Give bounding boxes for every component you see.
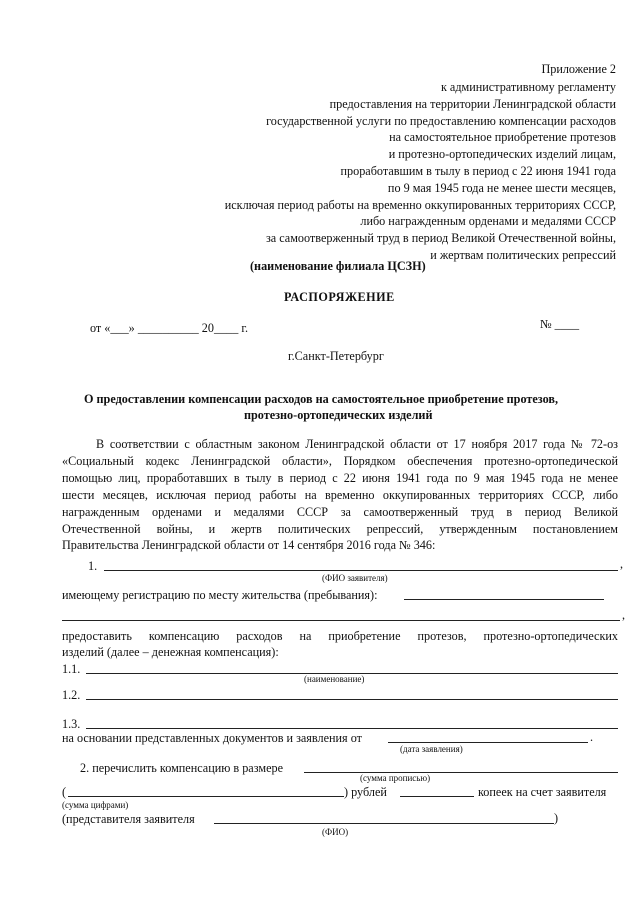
address-line[interactable] bbox=[62, 620, 620, 621]
sum-digits-caption: (сумма цифрами) bbox=[62, 800, 129, 810]
fio-caption: (ФИО) bbox=[322, 827, 349, 837]
name-caption: (наименование) bbox=[304, 674, 365, 684]
fio-applicant-caption: (ФИО заявителя) bbox=[322, 573, 388, 583]
sum-words-line[interactable] bbox=[304, 772, 618, 773]
appendix-line: предоставления на территории Ленинградской области bbox=[329, 96, 616, 111]
close-paren: ) bbox=[554, 811, 559, 825]
representative-label: (представителя заявителя bbox=[62, 812, 195, 826]
item2-text: 2. перечислить компенсацию в размере bbox=[80, 761, 283, 775]
comma-2: , bbox=[622, 608, 626, 622]
appendix-line: проработавшим в тылу в период с 22 июня 1941 года bbox=[340, 164, 616, 178]
subject-line-1: О предоставлении компенсации расходов на самостоятельное приобретение протезов, bbox=[84, 392, 559, 406]
appendix-line: и протезно-ортопедических изделий лицам, bbox=[388, 147, 616, 162]
preamble-line: «Социальный кодекс Ленинградской области», Порядком обеспечения протезно-ортопедической bbox=[62, 453, 618, 468]
preamble-line: В соответствии с областным законом Ленинградской области от 17 ноября 2017 года № 72-оз bbox=[96, 437, 618, 451]
appendix-line: по 9 мая 1945 года не менее шести месяцев, bbox=[387, 180, 616, 195]
provide-line-1: предоставить компенсацию расходов на приобретение протезов, протезно-ортопедических bbox=[62, 629, 618, 643]
appendix-line: исключая период работы на временно оккупированных территориях СССР, bbox=[224, 197, 616, 212]
preamble-line: Отечественной войны, и жертв политических репрессий, утвержденным постановлением bbox=[62, 521, 618, 536]
appendix-line: за самоотверженный труд в период Великой Отечественной войны, bbox=[265, 231, 616, 246]
kopecks-line[interactable] bbox=[400, 796, 474, 797]
registration-line[interactable] bbox=[404, 599, 604, 600]
branch-name: (наименование филиала ЦСЗН) bbox=[250, 259, 426, 273]
basis-label: на основании представленных документов и заявления от bbox=[62, 731, 362, 745]
subitem-1-2-line[interactable] bbox=[86, 699, 618, 700]
appendix-line: на самостоятельное приобретение протезов bbox=[389, 130, 616, 145]
appendix-line: к административному регламенту bbox=[440, 80, 616, 94]
appendix-title: Приложение 2 bbox=[541, 62, 616, 76]
number-line: № ____ bbox=[540, 317, 580, 331]
date-line: от «___» __________ 20____ г. bbox=[90, 321, 249, 335]
comma: , bbox=[620, 557, 624, 571]
open-paren: ( bbox=[62, 785, 67, 799]
item1-number: 1. bbox=[88, 559, 98, 573]
preamble-line: Правительства Ленинградской области от 14 сентября 2016 года № 346: bbox=[62, 538, 436, 553]
sum-words-caption: (сумма прописью) bbox=[360, 773, 431, 783]
appendix-line: и жертвам политических репрессий bbox=[430, 248, 616, 262]
rubles-label: ) рублей bbox=[344, 785, 387, 799]
provide-line-2: изделий (далее – денежная компенсация): bbox=[62, 645, 279, 659]
sum-digits-line[interactable] bbox=[68, 796, 344, 797]
document-title: РАСПОРЯЖЕНИЕ bbox=[284, 290, 395, 304]
subitem-1-1: 1.1. bbox=[62, 662, 81, 676]
subitem-1-3: 1.3. bbox=[62, 717, 81, 731]
subitem-1-2: 1.2. bbox=[62, 688, 81, 702]
appendix-line: государственной услуги по предоставлению компенсации расходов bbox=[266, 113, 616, 128]
preamble-line: награжденным орденами и медалями СССР за самоотверженный труд в период Великой bbox=[62, 504, 618, 519]
registration-label: имеющему регистрацию по месту жительства (пребывания): bbox=[62, 588, 378, 602]
preamble-line: шести месяцев, исключая период работы на временно оккупированных территориях СССР, либо bbox=[62, 487, 618, 502]
date-caption: (дата заявления) bbox=[400, 744, 463, 754]
city: г.Санкт-Петербург bbox=[288, 349, 384, 363]
appendix-line: либо награжденным орденами и медалями СССР bbox=[360, 214, 616, 229]
application-date-line[interactable] bbox=[388, 742, 588, 743]
subitem-1-3-line[interactable] bbox=[86, 728, 618, 729]
representative-line[interactable] bbox=[214, 823, 554, 824]
subject-line-2: протезно-ортопедических изделий bbox=[244, 408, 433, 422]
fio-applicant-line[interactable] bbox=[104, 570, 618, 571]
kopecks-label: копеек на счет заявителя bbox=[478, 785, 607, 799]
period: . bbox=[590, 730, 594, 744]
preamble-line: помощью лиц, проработавших в тылу в период с 22 июня 1941 года по 9 мая 1945 года не менее bbox=[62, 470, 618, 485]
